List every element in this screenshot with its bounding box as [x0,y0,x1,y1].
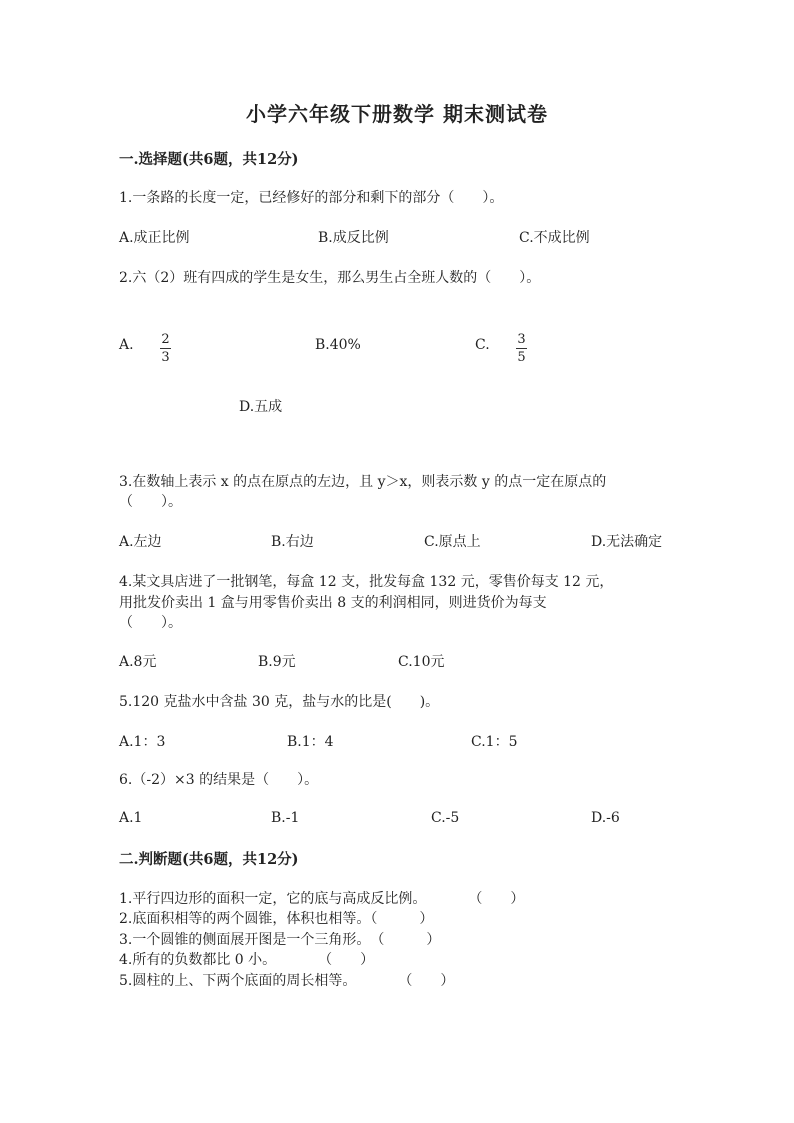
judgement-item-5: 5.圆柱的上、下两个底面的周长相等。 （ ） [119,973,455,989]
question-5-text: 5.120 克盐水中含盐 30 克，盐与水的比是( )。 [119,694,440,710]
q2-option-c-label: C. [475,337,490,353]
judgement-item-3: 3.一个圆锥的侧面展开图是一个三角形。 （ ） [119,932,441,948]
q5-option-c: C.1：5 [471,734,518,750]
q4-option-c: C.10元 [398,654,445,670]
q2-option-a-label: A. [119,337,134,353]
q6-option-b: B.-1 [271,810,300,826]
fraction-bar [160,348,171,349]
fraction-numerator: 3 [517,332,526,347]
judgement-item-1: 1.平行四边形的面积一定，它的底与高成反比例。 （ ） [119,891,525,907]
q2-option-a-fraction [160,328,171,365]
page-title: 小学六年级下册数学 期末测试卷 [246,102,548,126]
section-heading-choice: 一.选择题(共6题，共12分) [119,151,299,168]
question-4-line1: 4.某文具店进了一批钢笔，每盒 12 支，批发每盒 132 元，零售价每支 12 元， [119,574,614,590]
section-heading-judgement: 二.判断题(共6题，共12分) [119,851,299,868]
fraction-numerator: 2 [161,332,170,347]
q2-option-b: B.40% [315,337,361,353]
q3-option-d: D.无法确定 [591,534,663,550]
question-3-line1: 3.在数轴上表示 x 的点在原点的左边，且 y＞x，则表示数 y 的点一定在原点的 [119,474,607,490]
q6-option-d: D.-6 [591,810,620,826]
fraction-denominator: 3 [161,350,170,365]
q5-option-b: B.1：4 [287,734,334,750]
q3-option-b: B.右边 [271,534,314,550]
q4-option-b: B.9元 [258,654,296,670]
q3-option-c: C.原点上 [424,534,481,550]
question-1-text: 1.一条路的长度一定，已经修好的部分和剩下的部分（ ）。 [119,190,504,206]
q2-option-c-fraction [516,328,527,365]
question-3-line2: （ ）。 [119,494,182,510]
q2-option-d: D.五成 [239,399,283,415]
q3-option-a: A.左边 [119,534,162,550]
q6-option-c: C.-5 [431,810,460,826]
fraction-denominator: 5 [517,350,526,365]
question-6-text: 6.（-2）×3 的结果是（ ）。 [119,772,319,788]
judgement-item-4: 4.所有的负数都比 0 小。 （ ） [119,952,375,968]
question-4-line3: （ ）。 [119,615,182,631]
q1-option-a: A.成正比例 [119,230,190,246]
q1-option-b: B.成反比例 [318,230,389,246]
fraction-bar [516,348,527,349]
judgement-item-2: 2.底面积相等的两个圆锥，体积也相等。（ ） [119,911,434,927]
q1-option-c: C.不成比例 [519,230,590,246]
q5-option-a: A.1：3 [119,734,166,750]
q6-option-a: A.1 [119,810,143,826]
question-4-line2: 用批发价卖出 1 盒与用零售价卖出 8 支的利润相同，则进货价为每支 [119,595,547,611]
question-2-text: 2.六（2）班有四成的学生是女生，那么男生占全班人数的（ ）。 [119,270,541,286]
q4-option-a: A.8元 [119,654,157,670]
